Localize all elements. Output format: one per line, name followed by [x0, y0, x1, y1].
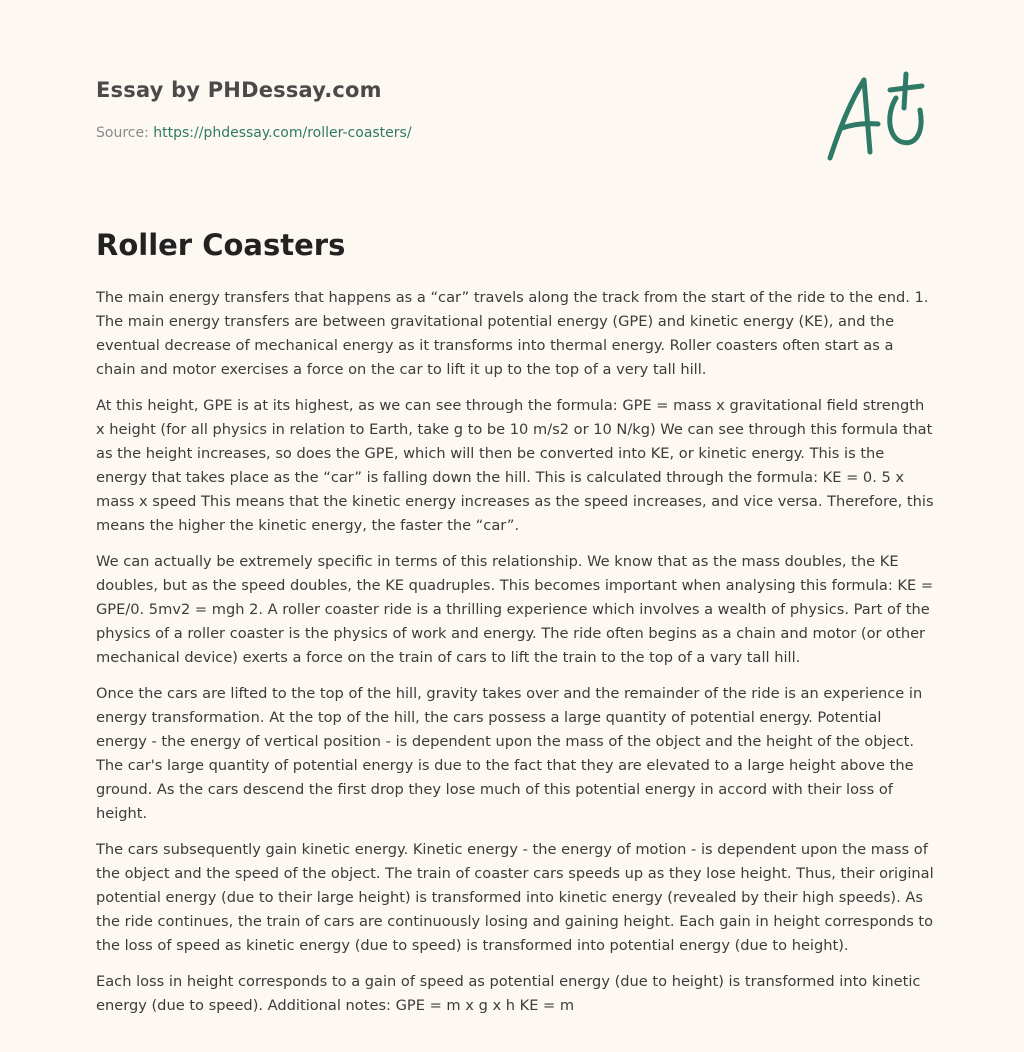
essay-paragraph: Once the cars are lifted to the top of the hill, gravity takes over and the remainder of the ride is an experience in energy transformation. At the top of the hill, the cars possess a large quantity of potential energy. Potential energy - the energy of vertical position - is dependent upon the mass of the object and the height of the object. The car's large quantity of potential energy is due to the fact that they are elevated to a large height above the ground. As the cars descend the first drop they lose much of this potential energy in accord with their loss of height.: [96, 685, 923, 822]
source-line: [96, 123, 696, 143]
essay-body: [96, 286, 934, 1030]
page-header: [96, 76, 696, 143]
essay-paragraph: We can actually be extremely specific in terms of this relationship. We know that as the mass doubles, the KE doubles, but as the speed doubles, the KE quadruples. This becomes important when analysing this formula: KE = GPE/0. 5mv2 = mgh 2. A roller coaster ride is a thrilling experience which involves a wealth of physics. Part of the physics of a roller coaster is the physics of work and energy. The ride often begins as a chain and motor (or other mechanical device) exerts a force on the train of cars to lift the train to the top of a vary tall hill.: [96, 553, 934, 666]
source-link[interactable]: https://phdessay.com/roller-coasters/: [153, 125, 412, 141]
essay-paragraph: At this height, GPE is at its highest, as we can see through the formula: GPE = mass x gravitational field strength x height (for all physics in relation to Earth, take g to be 10 m/s2 or 10 N/kg) We can see through this formula that as the height increases, so does the GPE, which will then be converted into KE, or kinetic energy. This is the energy that takes place as the “car” is falling down the hill. This is calculated through the formula: KE = 0. 5 x mass x speed This means that the kinetic energy increases as the speed increases, and vice versa. Therefore, this means the higher the kinetic energy, the faster the “car”.: [96, 397, 934, 534]
essay-paragraph: The cars subsequently gain kinetic energy. Kinetic energy - the energy of motion - is dependent upon the mass of the object and the speed of the object. The train of coaster cars speeds up as they lose height. Thus, their original potential energy (due to their large height) is transformed into kinetic energy (revealed by their high speeds). As the ride continues, the train of cars are continuously losing and gaining height. Each gain in height corresponds to the loss of speed as kinetic energy (due to speed) is transformed into potential energy (due to height).: [96, 841, 934, 954]
a-plus-grade-icon: [820, 66, 930, 166]
source-label: Source:: [96, 125, 154, 141]
essay-paragraph: The main energy transfers that happens as a “car” travels along the track from the start of the ride to the end. 1. The main energy transfers are between gravitational potential energy (GPE) and kinetic energy (KE), and the eventual decrease of mechanical energy as it transforms into thermal energy. Roller coasters often start as a chain and motor exercises a force on the car to lift it up to the top of a very tall hill.: [96, 289, 929, 378]
site-title: Essay by PHDessay.com: [96, 78, 382, 102]
essay-paragraph: Each loss in height corresponds to a gain of speed as potential energy (due to height) is transformed into kinetic energy (due to speed). Additional notes: GPE = m x g x h KE = m: [96, 973, 921, 1014]
essay-title: Roller Coasters: [96, 228, 346, 262]
